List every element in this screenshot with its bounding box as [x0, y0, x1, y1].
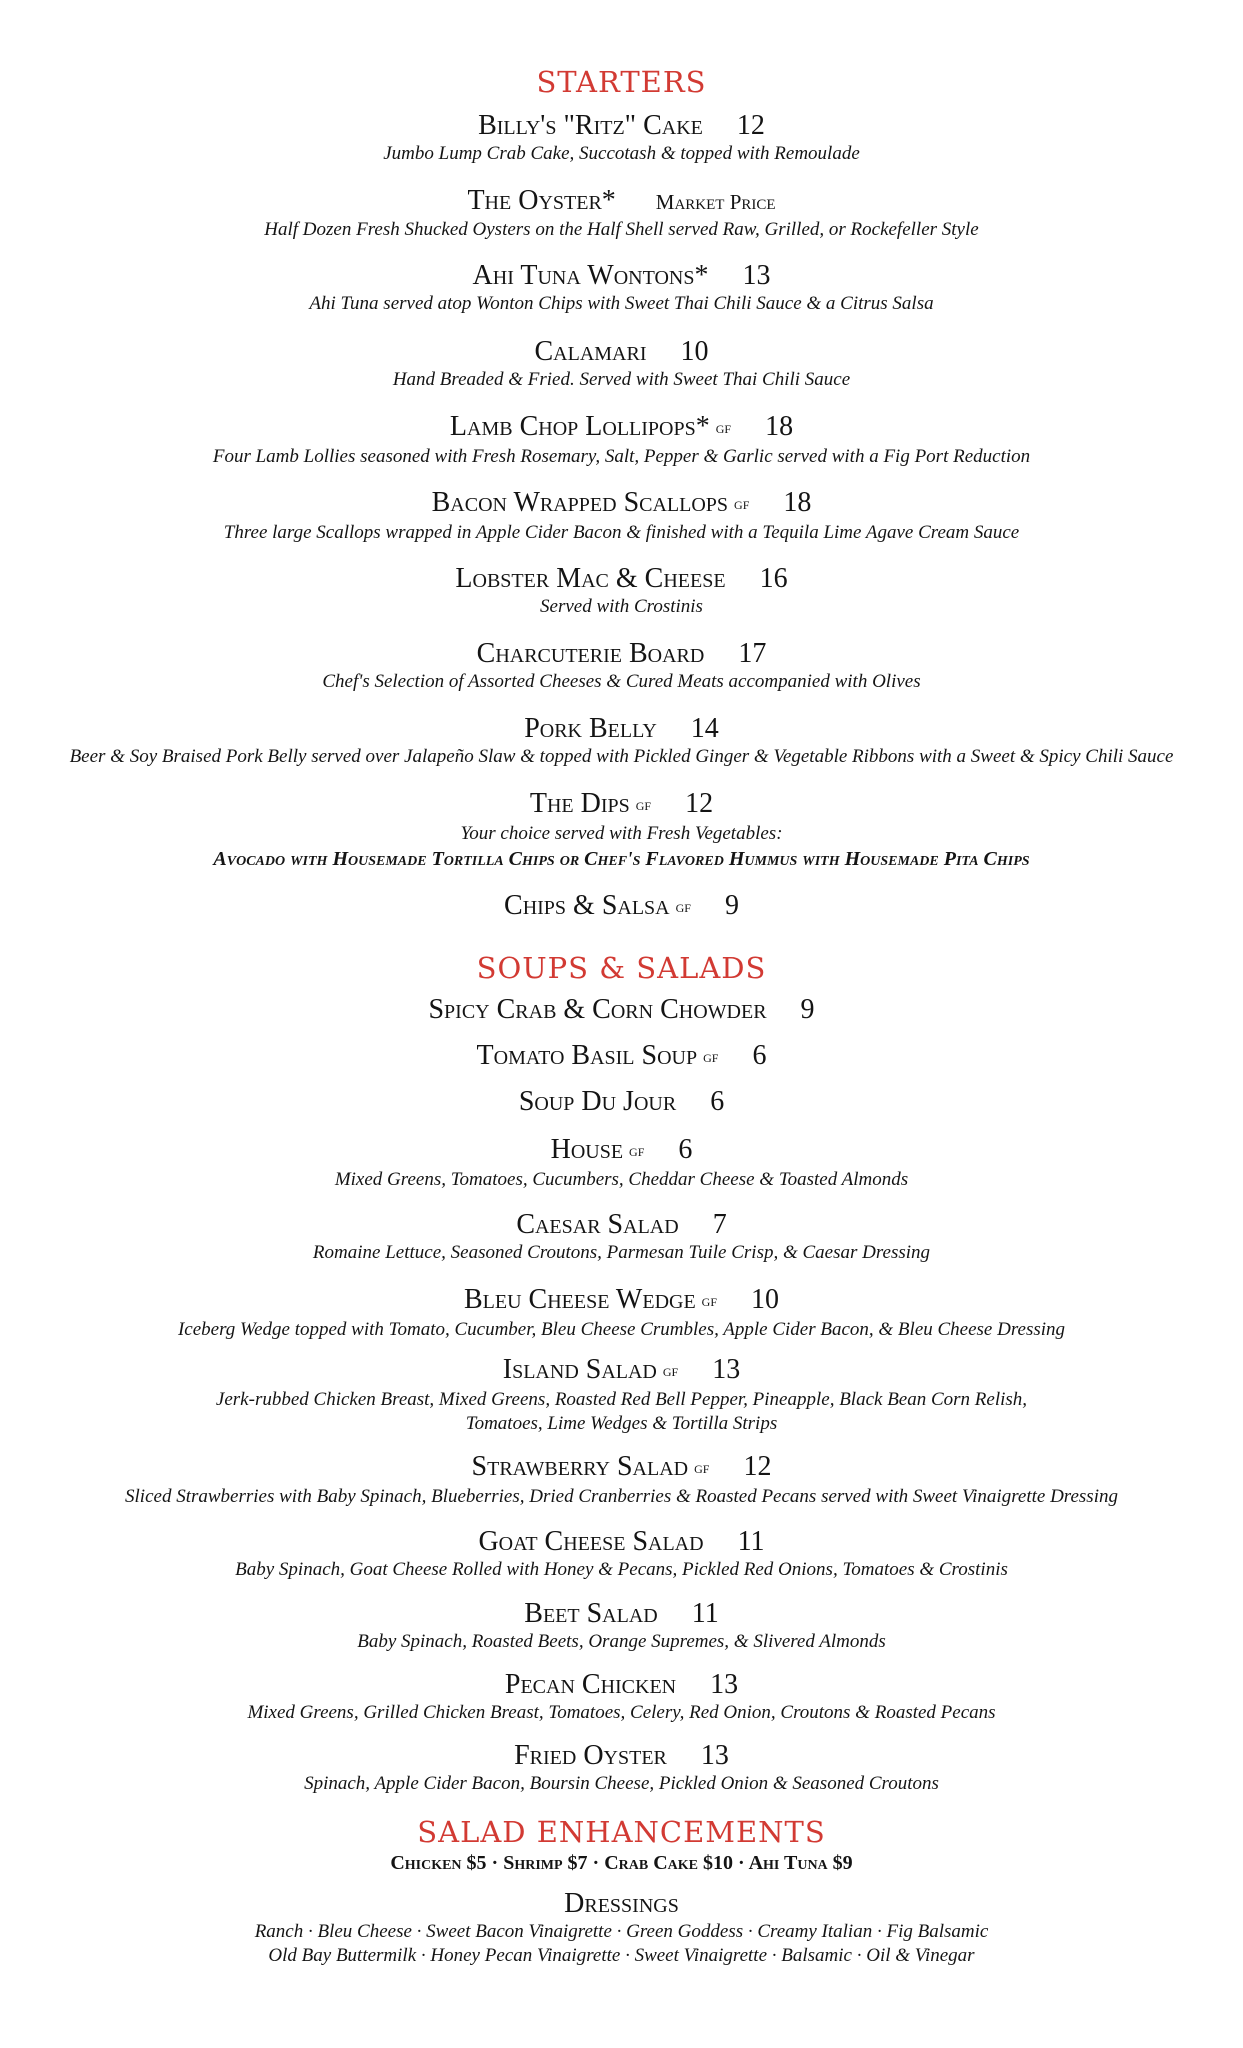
- item-name: The Dips: [529, 788, 630, 819]
- item-price: 6: [710, 1086, 725, 1117]
- item-description: Four Lamb Lollies seasoned with Fresh Rosemary, Salt, Pepper & Garlic served with a Fig Port Reduction: [212, 445, 1031, 467]
- item-price: 13: [710, 1669, 739, 1700]
- item-description: Sliced Strawberries with Baby Spinach, Blueberries, Dried Cranberries & Roasted Pecans served with Sweet Vinaigrette Dressing: [125, 1485, 1118, 1507]
- item-name: Bacon Wrapped Scallops: [431, 487, 729, 518]
- item-price: 13: [712, 1354, 741, 1385]
- item-name: Ahi Tuna Wontons*: [472, 260, 709, 291]
- item-price: 17: [738, 638, 767, 669]
- item-name: Island Salad: [502, 1354, 657, 1385]
- item-description: Mixed Greens, Grilled Chicken Breast, Tomatoes, Celery, Red Onion, Croutons & Roasted Pecans: [247, 1702, 996, 1723]
- item-name: Lobster Mac & Cheese: [455, 563, 726, 594]
- dressings-block: [0, 1888, 1243, 1968]
- menu-item: [0, 1740, 1243, 1796]
- item-description: Romaine Lettuce, Seasoned Croutons, Parmesan Tuile Crisp, & Caesar Dressing: [312, 1242, 931, 1263]
- item-description: Iceberg Wedge topped with Tomato, Cucumber, Bleu Cheese Crumbles, Apple Cider Bacon, & Bleu Cheese Dressing: [177, 1318, 1066, 1340]
- menu-item: [0, 110, 1243, 166]
- menu-item: [0, 1526, 1243, 1582]
- item-description: Spinach, Apple Cider Bacon, Boursin Cheese, Pickled Onion & Seasoned Croutons: [304, 1773, 939, 1794]
- item-price: 11: [737, 1526, 765, 1557]
- item-description: Beer & Soy Braised Pork Belly served over Jalapeño Slaw & topped with Pickled Ginger & Vegetable Ribbons with a Sweet & Spicy Chili Sauce: [69, 746, 1174, 767]
- item-description: Your choice served with Fresh Vegetables:: [460, 822, 783, 844]
- item-price: 14: [690, 713, 719, 744]
- menu-item: [0, 890, 1243, 924]
- gluten-free-badge: GF: [635, 798, 652, 813]
- starters-heading-block: [0, 64, 1243, 100]
- item-name: Caesar Salad: [516, 1209, 679, 1240]
- item-description: Jumbo Lump Crab Cake, Succotash & topped with Remoulade: [383, 143, 860, 164]
- gluten-free-badge: GF: [701, 1294, 718, 1309]
- item-price: 16: [759, 563, 788, 594]
- menu-item: [0, 1209, 1243, 1265]
- gluten-free-badge: GF: [629, 1144, 645, 1159]
- item-description: Hand Breaded & Fried. Served with Sweet Thai Chili Sauce: [392, 369, 851, 390]
- item-name: Pecan Chicken: [504, 1669, 677, 1700]
- item-name: Beet Salad: [524, 1598, 658, 1629]
- gluten-free-badge: GF: [662, 1364, 679, 1379]
- dressings-heading: Dressings: [564, 1888, 679, 1919]
- menu-item: [0, 1040, 1243, 1074]
- item-name: Fried Oyster: [514, 1740, 667, 1771]
- menu-item: [0, 788, 1243, 872]
- menu-item: [0, 994, 1243, 1026]
- item-description: Served with Crostinis: [540, 596, 703, 617]
- menu-item: [0, 487, 1243, 545]
- item-name: Soup Du Jour: [518, 1086, 677, 1117]
- item-description: Baby Spinach, Goat Cheese Rolled with Honey & Pecans, Pickled Red Onions, Tomatoes & Crostinis: [235, 1559, 1008, 1580]
- menu-item: [0, 1354, 1243, 1436]
- gluten-free-badge: GF: [675, 900, 691, 915]
- item-description-line2: Tomatoes, Lime Wedges & Tortilla Strips: [465, 1412, 778, 1434]
- menu-item: [0, 1284, 1243, 1342]
- section-heading-starters: STARTERS: [536, 65, 707, 99]
- item-description: Jerk-rubbed Chicken Breast, Mixed Greens, Roasted Red Bell Pepper, Pineapple, Black Bean Corn Relish,: [215, 1388, 1028, 1410]
- menu-item: [0, 1451, 1243, 1509]
- item-price: 18: [783, 487, 812, 518]
- menu-item: [0, 185, 1243, 242]
- item-description: Ahi Tuna served atop Wonton Chips with Sweet Thai Chili Sauce & a Citrus Salsa: [309, 293, 934, 314]
- item-price: 12: [743, 1451, 772, 1482]
- item-price: 13: [742, 260, 771, 291]
- menu-item: [0, 1134, 1243, 1192]
- item-price: 12: [736, 110, 765, 141]
- item-price: 11: [691, 1598, 719, 1629]
- item-name: Chips & Salsa: [504, 890, 670, 921]
- menu-item: [0, 1598, 1243, 1654]
- menu-item: [0, 563, 1243, 619]
- item-price: 6: [752, 1040, 767, 1071]
- menu-item: [0, 713, 1243, 769]
- item-name: Calamari: [534, 336, 647, 367]
- item-price: 12: [685, 788, 714, 819]
- soups-heading-block: [0, 950, 1243, 986]
- item-name: Tomato Basil Soup: [476, 1040, 698, 1071]
- item-price: 7: [712, 1209, 727, 1240]
- item-price: 9: [724, 890, 739, 921]
- item-name: Pork Belly: [524, 713, 657, 744]
- item-description: Baby Spinach, Roasted Beets, Orange Supremes, & Slivered Almonds: [357, 1631, 886, 1652]
- item-description-options: Avocado with Housemade Tortilla Chips or Chef's Flavored Hummus with Housemade Pita Chips: [213, 847, 1030, 870]
- dressings-list-line2: Old Bay Buttermilk · Honey Pecan Vinaigrette · Sweet Vinaigrette · Balsamic · Oil & Vinegar: [268, 1945, 975, 1966]
- menu-item: [0, 1669, 1243, 1725]
- item-price: 18: [765, 411, 794, 442]
- item-description: Chef's Selection of Assorted Cheeses & Cured Meats accompanied with Olives: [322, 671, 921, 692]
- section-heading-salad-enhancements: SALAD ENHANCEMENTS: [417, 1815, 826, 1849]
- item-name: Strawberry Salad: [471, 1451, 689, 1482]
- item-name: House: [550, 1134, 624, 1165]
- item-price: 9: [800, 994, 815, 1025]
- item-name: Bleu Cheese Wedge: [463, 1284, 696, 1315]
- gluten-free-badge: GF: [715, 421, 732, 436]
- item-name: Lamb Chop Lollipops*: [449, 411, 710, 442]
- item-price: 13: [700, 1740, 729, 1771]
- menu-item: [0, 260, 1243, 316]
- item-price: 10: [751, 1284, 780, 1315]
- menu-item: [0, 411, 1243, 469]
- item-description: Mixed Greens, Tomatoes, Cucumbers, Cheddar Cheese & Toasted Almonds: [334, 1168, 909, 1190]
- gluten-free-badge: GF: [694, 1461, 710, 1476]
- section-heading-soups-salads: SOUPS & SALADS: [476, 951, 767, 985]
- item-name: The Oyster*: [467, 185, 616, 216]
- dressings-list-line1: Ranch · Bleu Cheese · Sweet Bacon Vinaigrette · Green Goddess · Creamy Italian · Fig Balsamic: [254, 1921, 989, 1942]
- gluten-free-badge: GF: [703, 1050, 719, 1065]
- item-description: Half Dozen Fresh Shucked Oysters on the Half Shell served Raw, Grilled, or Rockefeller Style: [264, 219, 979, 240]
- menu-item: [0, 1086, 1243, 1118]
- item-price: 10: [680, 336, 709, 367]
- gluten-free-badge: GF: [734, 497, 750, 512]
- item-name: Goat Cheese Salad: [478, 1526, 704, 1557]
- item-name: Billy's "Ritz" Cake: [478, 110, 703, 141]
- menu-item: [0, 638, 1243, 694]
- item-description: Three large Scallops wrapped in Apple Cider Bacon & finished with a Tequila Lime Agave Cream Sauce: [223, 521, 1020, 543]
- enhancements-list: Chicken $5 · Shrimp $7 · Crab Cake $10 · Ahi Tuna $9: [390, 1852, 853, 1874]
- item-price: 6: [678, 1134, 693, 1165]
- item-name: Spicy Crab & Corn Chowder: [428, 994, 767, 1025]
- item-name: Charcuterie Board: [476, 638, 705, 669]
- menu-item: [0, 336, 1243, 392]
- item-price: Market Price: [655, 190, 776, 214]
- enhancements-block: [0, 1814, 1243, 1876]
